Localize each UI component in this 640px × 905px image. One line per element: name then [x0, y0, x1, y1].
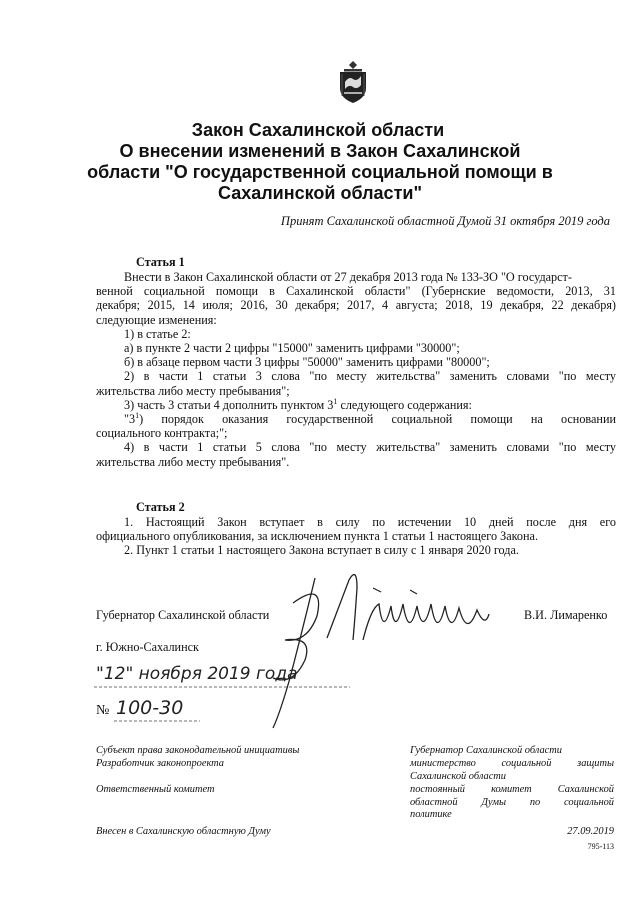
number-prefix: № [96, 703, 110, 718]
item-2-line: жительства либо месту пребывания"; [96, 383, 290, 398]
number-underline [112, 718, 202, 724]
article-2-paragraph-1: 1. Настоящий Закон вступает в силу по истечении 10 дней после дня его [124, 515, 616, 529]
governor-name: В.И. Лимаренко [524, 608, 608, 622]
item-3: 3) часть 3 статьи 4 дополнить пунктом $3^1$ следующего содержания: [124, 396, 472, 412]
item-1: 1) в статье 2: [124, 326, 191, 341]
footer-submitted-label: Внесен в Сахалинскую областную Думу [96, 826, 271, 837]
article-1-intro-line: венной социальной помощи в Сахалинской области" (Губернские ведомости, 2013, 31 [96, 284, 616, 299]
title-line-2: области "О государственной социальной помощи в [87, 162, 553, 182]
footer-initiative-value: Губернатор Сахалинской области [410, 745, 562, 756]
article-2-heading: Статья 2 [136, 500, 185, 514]
city: г. Южно-Сахалинск [96, 640, 199, 654]
item-3-quote: "$3^1$) порядок оказания государственной социальной помощи на основании [124, 410, 616, 427]
article-2-paragraph-1-end: официального опубликования, за исключением пункта 1 статьи 1 настоящего Закона. [96, 529, 538, 544]
footer-date: 27.09.2019 [567, 826, 614, 837]
footer-developer-value: министерство социальной защиты Сахалинской области [410, 758, 614, 782]
article-1-heading: Статья 1 [136, 255, 185, 269]
article-1-intro-line: следующие изменения: [96, 312, 217, 327]
article-1-intro-line: декабря; 2015, 14 июля; 2016, 30 декабря; 2017, 4 августа; 2018, 19 декабря, 22 декабря) [96, 298, 616, 313]
handwritten-number: 100-30 [116, 697, 184, 719]
item-4-line: 4) в части 1 статьи 5 слова "по месту жительства" заменить словами "по месту [124, 440, 616, 455]
footer-developer-label: Разработчик законопроекта [96, 758, 224, 769]
law-title: Закон Сахалинской области [191, 120, 445, 140]
footer-initiative-label: Субъект права законодательной инициативы [96, 745, 300, 756]
document-code: 795-113 [587, 842, 614, 851]
item-1b: б) в абзаце первом части 3 цифры "50000" заменить цифрами "80000"; [124, 355, 490, 370]
item-2-line: 2) в части 1 статьи 3 слова "по месту жительства" заменить словами "по месту [124, 369, 616, 384]
title-line-1: О внесении изменений в Закон Сахалинской [119, 141, 521, 161]
adoption-line: Принят Сахалинской областной Думой 31 октября 2019 года [280, 214, 610, 228]
coat-of-arms-emblem [336, 60, 370, 104]
footer-committee-label: Ответственный комитет [96, 784, 215, 795]
article-2-paragraph-2: 2. Пункт 1 статьи 1 настоящего Закона вступает в силу с 1 января 2020 года. [124, 543, 519, 558]
governor-signature [245, 558, 495, 733]
item-1a: а) в пункте 2 части 2 цифры "15000" заменить цифрами "30000"; [124, 341, 460, 356]
footer-committee-value: постоянный комитет Сахалинской областной Думы по социальной политике [410, 784, 614, 821]
article-1-intro-line: Внести в Закон Сахалинской области от 27 декабря 2013 года № 133-ЗО "О государст- [124, 270, 572, 284]
item-4-line: жительства либо месту пребывания". [96, 454, 290, 469]
governor-title: Губернатор Сахалинской области [96, 608, 270, 622]
handwritten-date: "12" ноября 2019 года [96, 664, 298, 684]
item-3-quote-end: социального контракта;"; [96, 426, 228, 441]
article-2-body [96, 515, 616, 558]
title-line-3: Сахалинской области" [217, 183, 422, 203]
article-1-body [96, 270, 616, 469]
date-underline [92, 684, 352, 690]
